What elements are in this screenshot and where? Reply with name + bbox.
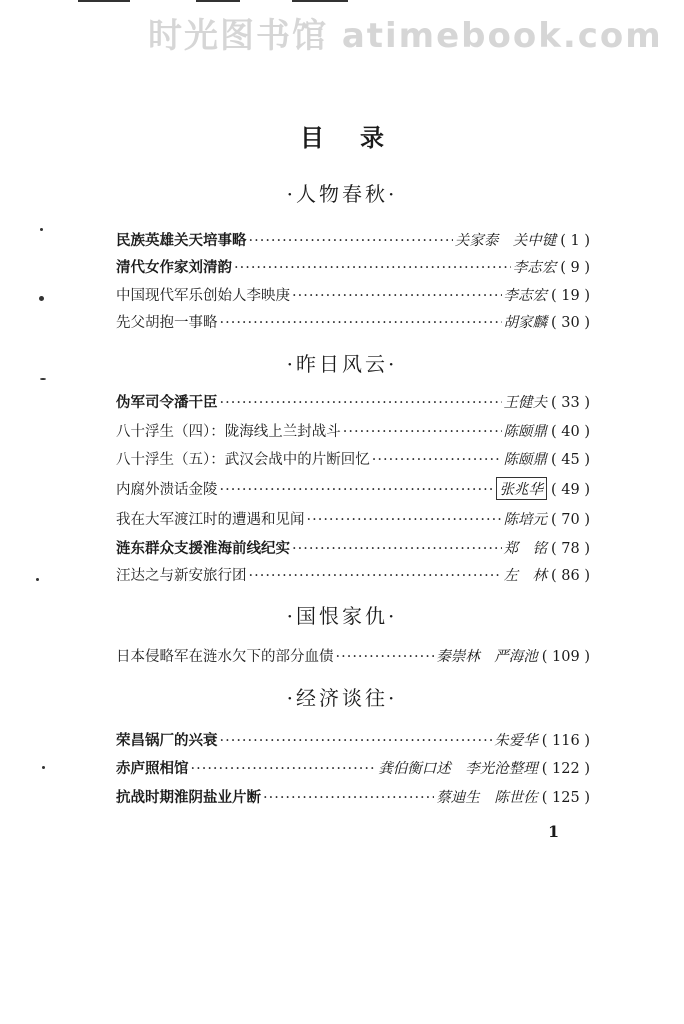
entry-title: 抗战时期淮阴盐业片断: [116, 789, 261, 806]
entry-title: 赤庐照相馆: [116, 760, 189, 777]
leader-dots: [292, 288, 502, 304]
leader-dots: [249, 233, 453, 249]
entry-page: ( 19 ): [551, 288, 590, 304]
entry-page: ( 125 ): [541, 790, 590, 806]
leader-dots: [263, 790, 434, 806]
section-heading: ·经济谈往·: [286, 686, 398, 710]
entry-title: 日本侵略军在涟水欠下的部分血债: [116, 649, 334, 665]
entry-title: 伪军司令潘干臣: [116, 394, 218, 411]
leader-dots: [307, 512, 502, 528]
leader-dots: [234, 260, 511, 276]
entry-author: 李志宏: [503, 288, 548, 304]
leader-dots: [249, 568, 502, 584]
entry-title: 汪达之与新安旅行团: [116, 568, 247, 584]
toc-entry[interactable]: [116, 391, 590, 413]
top-rule: [196, 0, 240, 2]
entry-author: 张兆华: [496, 477, 548, 500]
entry-author: 陈颐鼎: [503, 452, 548, 468]
leader-dots: [220, 733, 493, 749]
entry-title: 荣昌锅厂的兴衰: [116, 732, 218, 749]
entry-author: 秦崇林 严海池: [436, 649, 538, 665]
toc-entry[interactable]: [116, 284, 590, 306]
entry-author: 陈培元: [503, 512, 548, 528]
entry-page: ( 70 ): [551, 512, 590, 528]
scan-speck: [40, 378, 46, 380]
toc-entry[interactable]: [116, 477, 590, 499]
entry-author: 左 林: [503, 568, 548, 584]
entry-author: 关家泰 关中键: [454, 233, 557, 249]
entry-page: ( 116 ): [541, 733, 590, 749]
leader-dots: [220, 395, 502, 411]
section-heading: ·人物春秋·: [286, 182, 398, 206]
leader-dots: [336, 649, 435, 665]
entry-page: ( 33 ): [551, 395, 590, 411]
entry-page: ( 122 ): [541, 761, 590, 777]
toc-entry[interactable]: [116, 229, 590, 251]
toc-entry[interactable]: [116, 420, 590, 442]
toc-entry[interactable]: [116, 564, 590, 586]
toc-entry[interactable]: [116, 311, 590, 333]
toc-entry[interactable]: [116, 729, 590, 751]
entry-title: 民族英雄关天培事略: [116, 232, 247, 249]
page-number: 1: [548, 822, 560, 841]
leader-dots: [191, 761, 377, 777]
entry-author: 胡家麟: [503, 315, 548, 331]
entry-author: 龚伯衡口述 李光沧整理: [378, 761, 538, 777]
section-heading: ·国恨家仇·: [286, 604, 398, 628]
toc-entry[interactable]: [116, 448, 590, 470]
entry-title: 清代女作家刘清韵: [116, 259, 232, 276]
scan-speck: [36, 578, 39, 581]
toc-entry[interactable]: [116, 537, 590, 559]
entry-page: ( 78 ): [551, 541, 590, 557]
entry-page: ( 45 ): [551, 452, 590, 468]
entry-author: 蔡迪生 陈世佐: [436, 790, 538, 806]
entry-title: 内腐外溃话金陵: [116, 482, 218, 498]
section-heading: ·昨日风云·: [286, 352, 398, 376]
toc-entry[interactable]: [116, 757, 590, 779]
top-rule: [78, 0, 130, 2]
entry-author: 陈颐鼎: [503, 424, 548, 440]
leader-dots: [220, 482, 494, 498]
entry-author: 王健夫: [503, 395, 548, 411]
entry-author: 郑 铭: [503, 541, 548, 557]
entry-title: 八十浮生（四）：陇海线上兰封战斗: [116, 424, 341, 440]
entry-page: ( 86 ): [551, 568, 590, 584]
toc-entry[interactable]: [116, 786, 590, 808]
top-rule: [292, 0, 348, 2]
scan-speck: [40, 228, 43, 231]
entry-title: 八十浮生（五）：武汉会战中的片断回忆: [116, 452, 370, 468]
toc-entry[interactable]: [116, 645, 590, 667]
entry-title: 我在大军渡江时的遭遇和见闻: [116, 512, 305, 528]
entry-title: 先父胡抱一事略: [116, 315, 218, 331]
entry-author: 李志宏: [512, 260, 557, 276]
entry-page: ( 49 ): [551, 482, 590, 498]
leader-dots: [220, 315, 502, 331]
scan-speck: [42, 766, 45, 769]
entry-page: ( 40 ): [551, 424, 590, 440]
entry-page: ( 30 ): [551, 315, 590, 331]
entry-title: 涟东群众支援淮海前线纪实: [116, 540, 290, 557]
leader-dots: [372, 452, 502, 468]
leader-dots: [343, 424, 502, 440]
leader-dots: [292, 541, 502, 557]
entry-page: ( 109 ): [541, 649, 590, 665]
page-title: 目录: [300, 123, 420, 152]
entry-page: ( 9 ): [560, 260, 590, 276]
entry-title: 中国现代军乐创始人李映庚: [116, 288, 290, 304]
entry-author: 朱爱华: [494, 733, 538, 749]
watermark: 时光图书馆 atimebook.com: [148, 16, 663, 56]
toc-entry[interactable]: [116, 508, 590, 530]
entry-page: ( 1 ): [560, 233, 590, 249]
toc-entry[interactable]: [116, 256, 590, 278]
scan-speck: [39, 296, 44, 301]
